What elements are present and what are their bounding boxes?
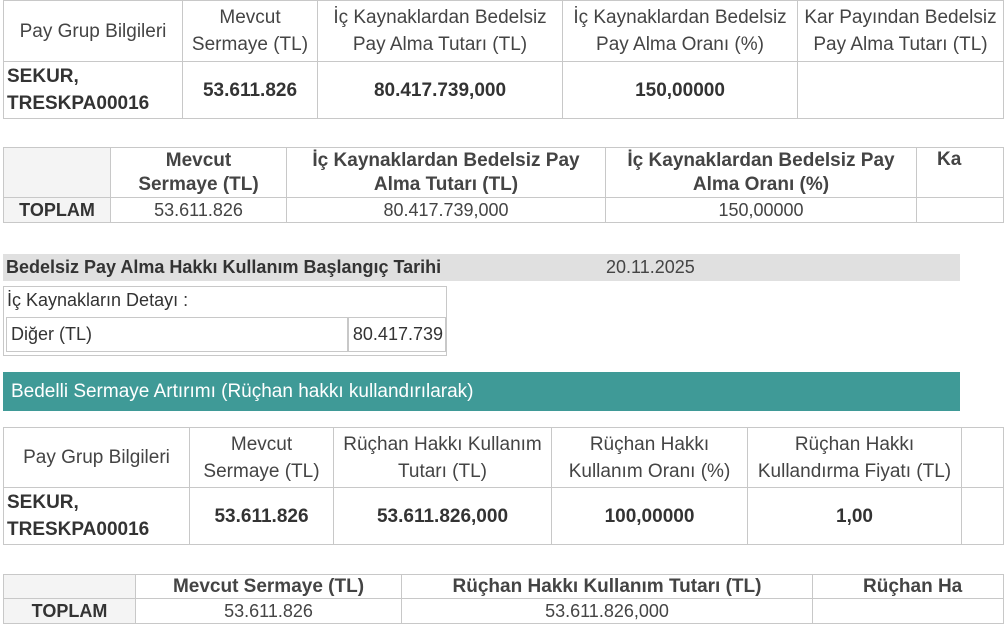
bedelli-total-table bbox=[3, 574, 1004, 624]
header-kar-payi-truncated: Ka bbox=[917, 148, 1004, 198]
header-ruchan-fiyat: Rüçhan Hakkı Kullandırma Fiyatı (TL) bbox=[748, 428, 962, 488]
ruchan-fiyat-cell: 1,00 bbox=[748, 488, 962, 545]
toplam-label: TOPLAM bbox=[4, 599, 136, 624]
table-header-row bbox=[4, 428, 1004, 488]
table-row bbox=[4, 62, 1004, 119]
bedelsiz-total-table bbox=[3, 147, 1004, 223]
toplam-mevcut: 53.611.826 bbox=[111, 198, 287, 223]
header-ruchan-tutar: Rüçhan Hakkı Kullanım Tutarı (TL) bbox=[402, 575, 813, 599]
detail-item-value-cell bbox=[348, 317, 446, 352]
kar-payi-tutar-cell bbox=[798, 62, 1004, 119]
header-extra bbox=[962, 428, 1004, 488]
header-mevcut-sermaye: Mevcut Sermaye (TL) bbox=[190, 428, 334, 488]
start-date-value: 20.11.2025 bbox=[606, 257, 695, 277]
header-mevcut-sermaye: Mevcut Sermaye (TL) bbox=[183, 1, 318, 62]
toplam-tutar: 53.611.826,000 bbox=[402, 599, 813, 624]
header-bedelsiz-tutar: İç Kaynaklardan Bedelsiz Pay Alma Tutarı (TL) bbox=[287, 148, 606, 198]
toplam-mevcut: 53.611.826 bbox=[136, 599, 402, 624]
header-ruchan-truncated: Rüçhan Ha bbox=[813, 575, 1004, 599]
header-bedelsiz-oran: İç Kaynaklardan Bedelsiz Pay Alma Oranı (%) bbox=[606, 148, 917, 198]
mevcut-sermaye-cell: 53.611.826 bbox=[190, 488, 334, 545]
table-row bbox=[4, 599, 1004, 624]
toplam-oran: 150,00000 bbox=[606, 198, 917, 223]
table-header-row bbox=[4, 148, 1004, 198]
detail-item-label-cell bbox=[6, 317, 348, 352]
toplam-tutar: 80.417.739,000 bbox=[287, 198, 606, 223]
bedelsiz-pay-group-table bbox=[3, 0, 1004, 119]
table-row bbox=[4, 488, 1004, 545]
detail-title: İç Kaynakların Detayı : bbox=[7, 290, 189, 310]
header-bedelsiz-oran: İç Kaynaklardan Bedelsiz Pay Alma Oranı (%) bbox=[563, 1, 798, 62]
header-mevcut-sermaye: Mevcut Sermaye (TL) bbox=[111, 148, 287, 198]
start-date-row bbox=[3, 254, 960, 281]
table-header-row bbox=[4, 575, 1004, 599]
header-ruchan-tutar: Rüçhan Hakkı Kullanım Tutarı (TL) bbox=[334, 428, 552, 488]
bedelsiz-tutar-cell: 80.417.739,000 bbox=[318, 62, 563, 119]
pay-grup-cell: SEKUR, TRESKPA00016 bbox=[4, 62, 183, 119]
extra-cell bbox=[962, 488, 1004, 545]
bedelli-pay-group-table bbox=[3, 427, 1004, 545]
header-pay-grup: Pay Grup Bilgileri bbox=[4, 1, 183, 62]
section-banner bbox=[3, 372, 960, 411]
header-blank bbox=[4, 148, 111, 198]
header-ruchan-oran: Rüçhan Hakkı Kullanım Oranı (%) bbox=[552, 428, 748, 488]
table-row bbox=[4, 198, 1004, 223]
toplam-label: TOPLAM bbox=[4, 198, 111, 223]
section-title: Bedelli Sermaye Artırımı (Rüçhan hakkı kullandırılarak) bbox=[11, 381, 474, 402]
resource-detail-box bbox=[3, 286, 447, 356]
header-bedelsiz-tutar: İç Kaynaklardan Bedelsiz Pay Alma Tutarı (TL) bbox=[318, 1, 563, 62]
toplam-kar bbox=[917, 198, 1004, 223]
bedelsiz-oran-cell: 150,00000 bbox=[563, 62, 798, 119]
pay-grup-cell: SEKUR, TRESKPA00016 bbox=[4, 488, 190, 545]
ruchan-tutar-cell: 53.611.826,000 bbox=[334, 488, 552, 545]
header-mevcut-sermaye: Mevcut Sermaye (TL) bbox=[136, 575, 402, 599]
detail-item-value: 80.417.739 bbox=[352, 324, 443, 344]
start-date-label: Bedelsiz Pay Alma Hakkı Kullanım Başlangıç Tarihi bbox=[6, 257, 442, 277]
header-blank bbox=[4, 575, 136, 599]
header-kar-payi-tutar: Kar Payından Bedelsiz Pay Alma Tutarı (TL) bbox=[798, 1, 1004, 62]
header-pay-grup: Pay Grup Bilgileri bbox=[4, 428, 190, 488]
ruchan-oran-cell: 100,00000 bbox=[552, 488, 748, 545]
toplam-extra bbox=[813, 599, 1004, 624]
table-header-row bbox=[4, 1, 1004, 62]
mevcut-sermaye-cell: 53.611.826 bbox=[183, 62, 318, 119]
detail-item-label: Diğer (TL) bbox=[11, 324, 93, 344]
